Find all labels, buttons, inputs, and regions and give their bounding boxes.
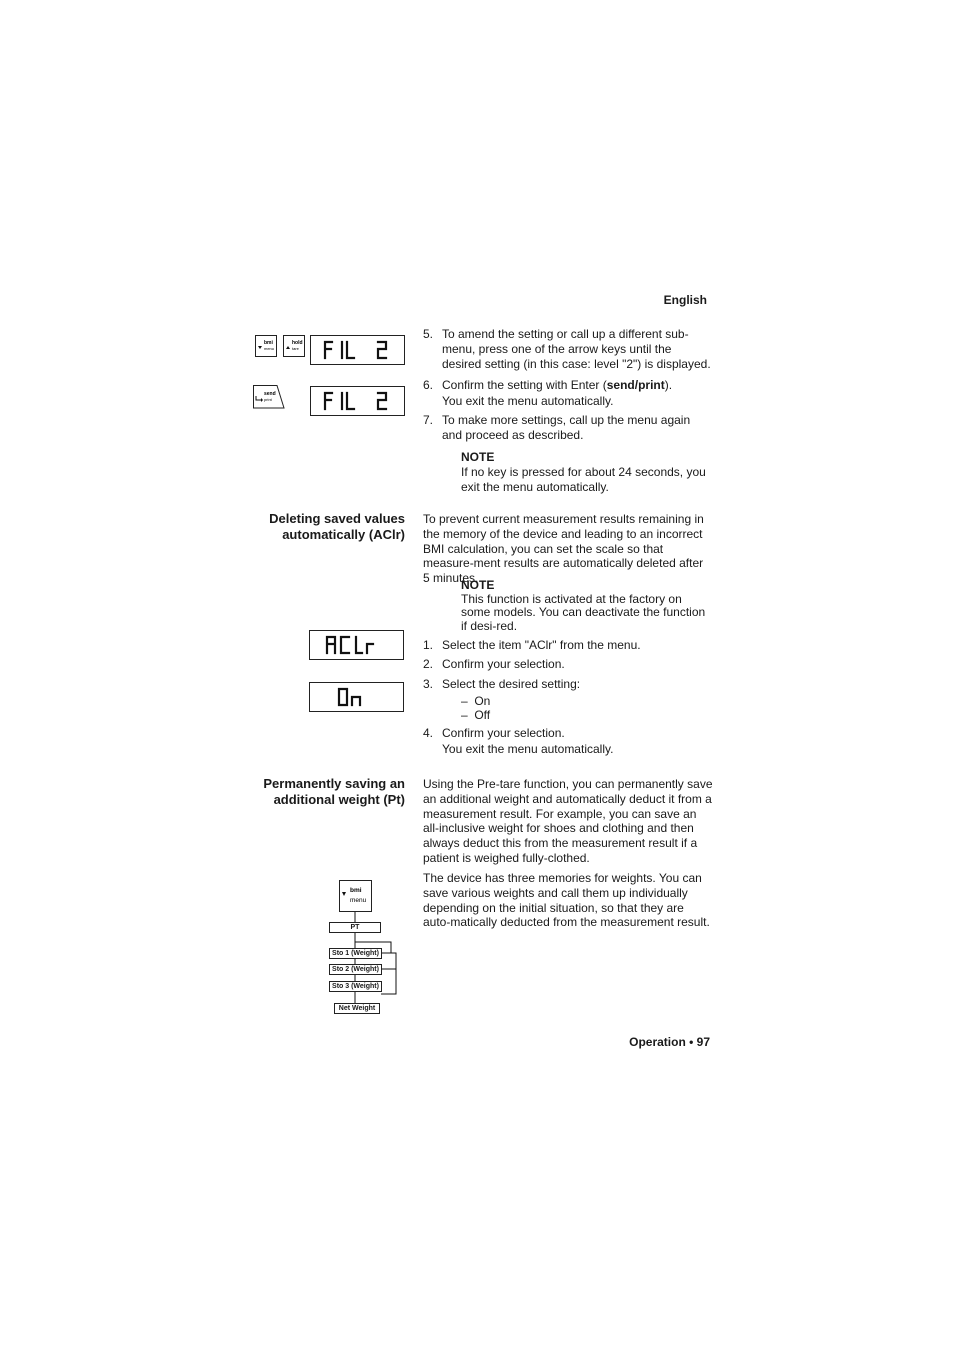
step-text: Select the desired setting: (442, 677, 581, 691)
note-text: This function is activated at the factory on some models. You can deactivate the function if desi-red. (461, 591, 706, 633)
lcd-display-fil-2 (310, 386, 405, 416)
flowchart-key-menu: menu (350, 897, 367, 904)
key-label-hold: hold (292, 340, 303, 346)
flowchart-sto3-box: Sto 3 (Weight) (329, 981, 382, 992)
option-label: On (474, 694, 491, 708)
step-text-bold: send/print (606, 378, 665, 392)
aclr-intro: To prevent current measurement results remaining in the memory of the device and leading to an incorrect BMI calculation, you can set the scale so that measure-ment results are automatically deleted after 5 minutes. (423, 512, 704, 586)
section-heading-line: additional weight (Pt) (273, 792, 405, 807)
key-label-print: print (264, 397, 272, 402)
arrow-up-key-icon (283, 335, 305, 357)
pt-flowchart (328, 878, 400, 1018)
bmi-menu-key-icon (339, 880, 372, 912)
aclr-step-3 (423, 677, 713, 692)
step-6 (423, 378, 713, 409)
flowchart-sto1-box: Sto 1 (Weight) (329, 948, 382, 959)
section-heading-line: Permanently saving an (263, 776, 405, 791)
step-text: Confirm your selection. (442, 726, 565, 740)
page-language-label: English (663, 293, 707, 307)
step-5 (423, 327, 713, 371)
note-2 (461, 579, 711, 633)
aclr-step-1 (423, 638, 713, 653)
key-label-menu: menu (264, 346, 275, 351)
step-subtext: You exit the menu automatically. (442, 393, 614, 408)
option-off: – Off (461, 708, 491, 722)
step-number: 2. (423, 657, 434, 671)
note-1 (461, 450, 709, 494)
step-number: 7. (423, 413, 434, 427)
note-text: If no key is pressed for about 24 seconds, you exit the menu automatically. (461, 464, 706, 494)
flowchart-sto2-box: Sto 2 (Weight) (329, 964, 382, 975)
step-text-pre: Confirm the setting with Enter ( (442, 378, 607, 392)
step-text: To amend the setting or call up a different sub-menu, press one of the arrow keys until the desired setting (in this case: level "2") is displayed. (442, 327, 711, 371)
section-heading-aclr (220, 511, 405, 543)
note-heading: NOTE (461, 450, 495, 464)
page-footer: Operation • 97 (629, 1035, 710, 1049)
arrow-down-key-icon (255, 335, 277, 357)
step-text: Select the item "AClr" from the menu. (442, 638, 641, 652)
step-subtext: You exit the menu automatically. (442, 741, 614, 756)
option-label: Off (474, 708, 491, 722)
step-number: 3. (423, 677, 434, 691)
step-number: 6. (423, 378, 434, 392)
key-label-tare: tare (292, 346, 299, 351)
flowchart-pt-box: PT (329, 922, 381, 933)
step-text-post: ). (664, 378, 673, 392)
note-heading: NOTE (461, 578, 495, 592)
key-label-send: send (264, 391, 276, 397)
lcd-display-aclr (309, 630, 404, 660)
section-heading-line: automatically (AClr) (282, 527, 405, 542)
step-text (442, 378, 713, 393)
send-print-key-icon (253, 385, 285, 409)
aclr-step-4 (423, 726, 713, 757)
step-7 (423, 413, 713, 443)
step-number: 4. (423, 726, 434, 740)
lcd-display-on (309, 682, 404, 712)
aclr-step-2 (423, 657, 713, 672)
key-label-bmi: bmi (264, 340, 273, 346)
step-number: 5. (423, 327, 434, 341)
step-number: 1. (423, 638, 434, 652)
section-heading-pt (220, 776, 405, 808)
flowchart-key-bmi: bmi (350, 887, 362, 894)
step-text: To make more settings, call up the menu again and proceed as described. (442, 413, 691, 442)
section-heading-line: Deleting saved values (269, 511, 405, 526)
flowchart-net-weight-box: Net Weight (334, 1003, 380, 1014)
pt-paragraph-2: The device has three memories for weights. You can save various weights and call them up individually depending on the initial situation, so that they are auto-matically deducted from the measurement result. (423, 871, 710, 930)
step-text: Confirm your selection. (442, 657, 565, 671)
lcd-display-fil-1 (310, 335, 405, 365)
option-on: – On (461, 694, 491, 708)
pt-paragraph-1: Using the Pre-tare function, you can permanently save an additional weight and automatically deduct it from a measurement result. For example, you can save an all-inclusive weight for shoes and clothing and then always deduct this from the measurement result if a patient is weighed fully-clothed. (423, 777, 713, 865)
